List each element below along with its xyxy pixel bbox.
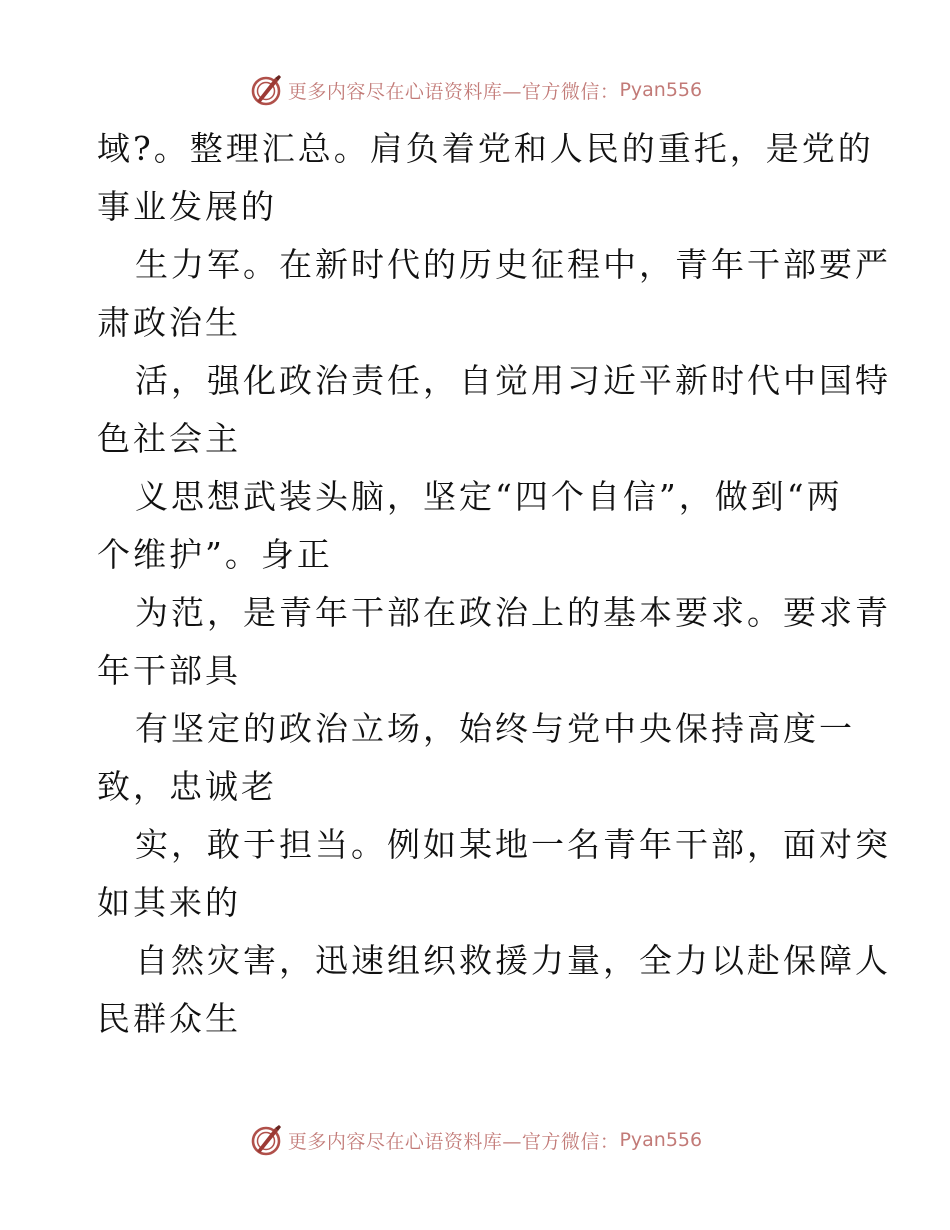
text-line: 义思想武装头脑，坚定“四个自信”，做到“两: [135, 477, 843, 516]
footer-site-text: 更多内容尽在心语资料库—: [287, 1130, 522, 1153]
header-wechat-label: 官方微信：: [521, 80, 620, 103]
text-line: 有坚定的政治立场，始终与党中央保持高度一: [135, 709, 855, 748]
footer-wechat-id: Pyan556: [619, 1129, 703, 1151]
document-body: [97, 120, 891, 1048]
text-line: 个维护”。身正: [97, 535, 333, 574]
text-line: 肃政治生: [97, 303, 241, 342]
text-line: 年干部具: [97, 651, 241, 690]
text-line: 为范，是青年干部在政治上的基本要求。要求青: [135, 593, 891, 632]
text-line: 如其来的: [97, 883, 241, 922]
pen-logo-icon: [248, 72, 284, 108]
footer-wechat-label: 官方微信：: [521, 1130, 620, 1153]
header-banner: [0, 70, 950, 110]
text-line: 事业发展的: [97, 187, 277, 226]
text-line: 活，强化政治责任，自觉用习近平新时代中国特: [135, 361, 891, 400]
text-line: 自然灾害，迅速组织救援力量，全力以赴保障人: [135, 941, 891, 980]
header-wechat-id: Pyan556: [619, 79, 703, 101]
header-site-text: 更多内容尽在心语资料库—: [287, 80, 522, 103]
footer-banner: [0, 1120, 950, 1160]
text-line: 民群众生: [97, 999, 241, 1038]
text-line: 域?。整理汇总。肩负着党和人民的重托，是党的: [97, 129, 874, 168]
text-line: 生力军。在新时代的历史征程中，青年干部要严: [135, 245, 891, 284]
text-line: 致，忠诚老: [97, 767, 277, 806]
text-line: 实，敢于担当。例如某地一名青年干部，面对突: [135, 825, 891, 864]
pen-logo-icon: [248, 1122, 284, 1158]
text-line: 色社会主: [97, 419, 241, 458]
